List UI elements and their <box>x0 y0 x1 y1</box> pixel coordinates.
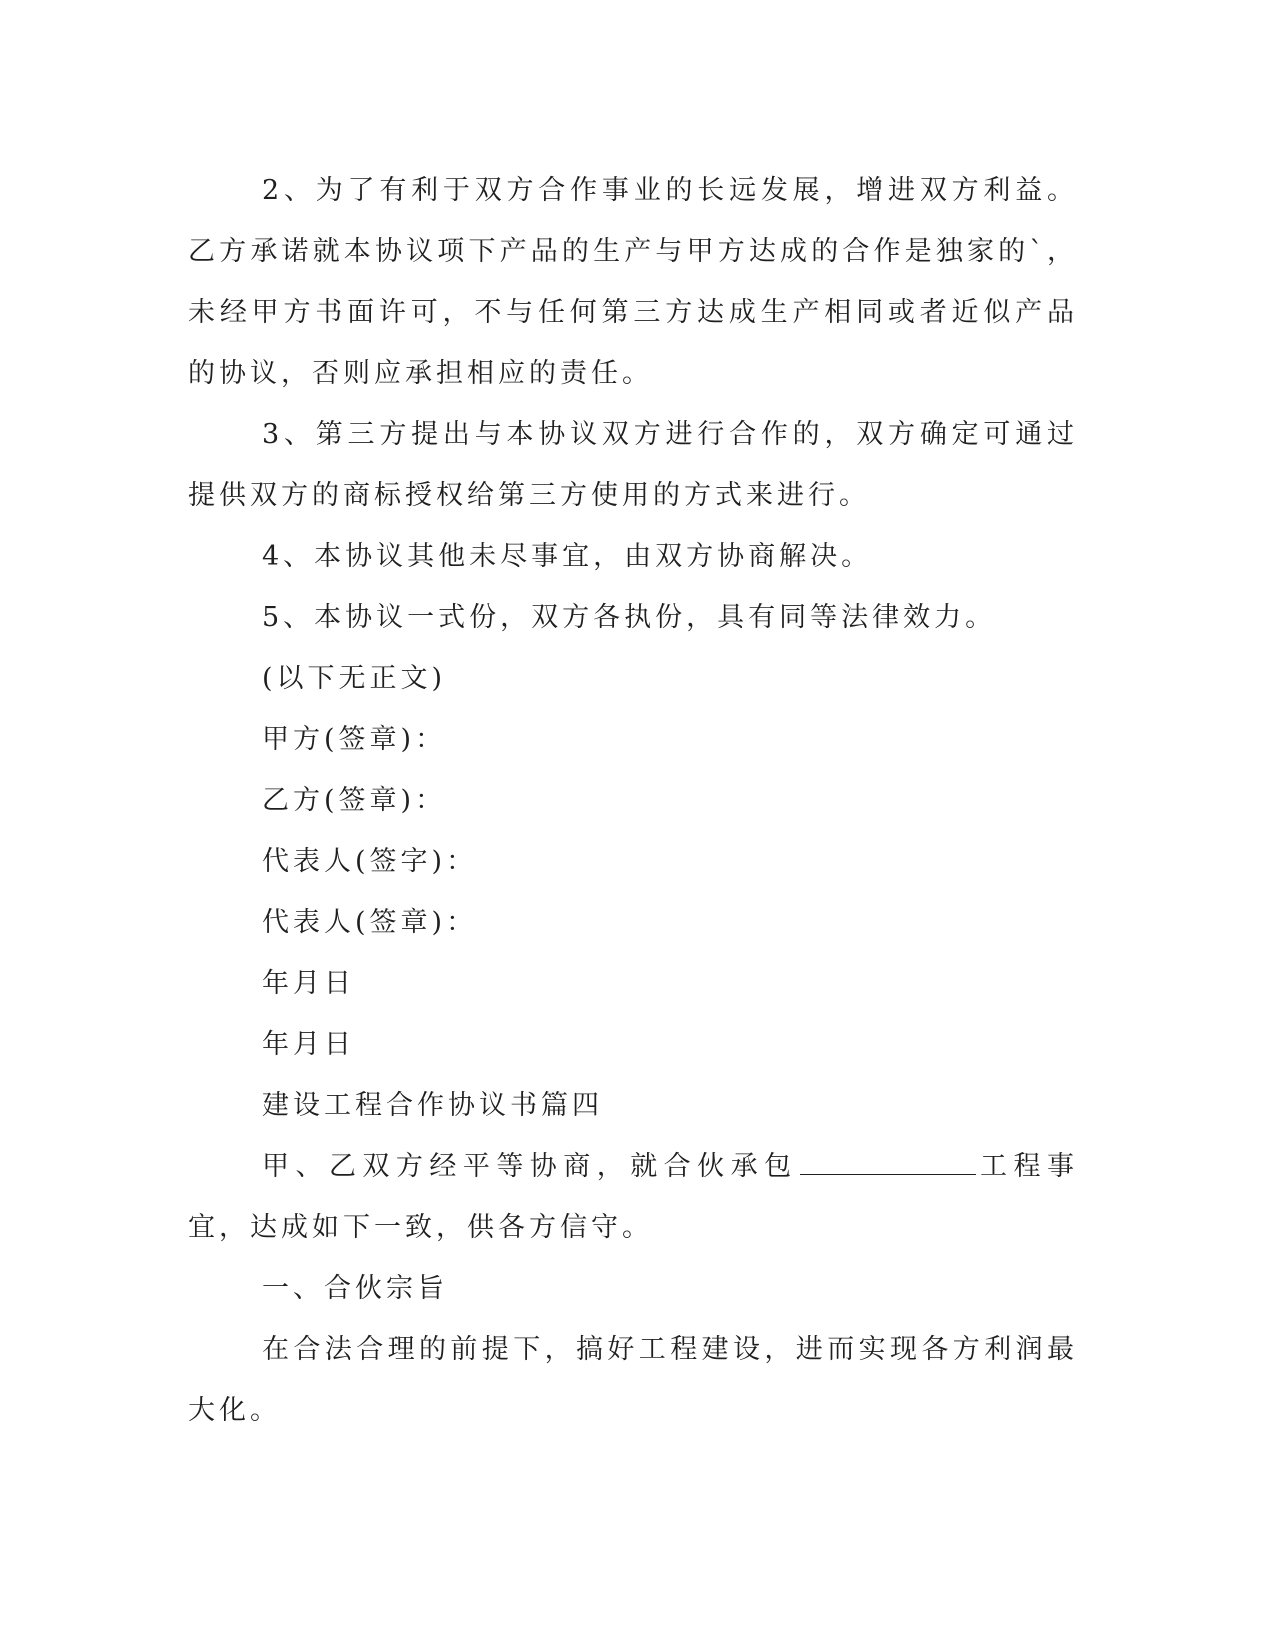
party-a-seal-line: 甲方(签章)： <box>262 724 447 755</box>
clause-3-paragraph: 3、第三方提出与本协议双方进行合作的，双方确定可通过提供双方的商标授权给第三方使用的方式来进行。 <box>188 419 1078 511</box>
representative-signature-line: 代表人(签字)： <box>262 846 478 877</box>
clause-5-paragraph: 5、本协议一式份，双方各执份，具有同等法律效力。 <box>262 602 997 633</box>
document-body <box>188 160 1078 1441</box>
representative-seal-line: 代表人(签章)： <box>262 907 478 938</box>
date-line-2: 年月日 <box>262 1029 355 1060</box>
party-b-seal-line: 乙方(签章)： <box>262 785 447 816</box>
date-line-1: 年月日 <box>262 968 355 999</box>
partnership-purpose-paragraph: 在合法合理的前提下，搞好工程建设，进而实现各方利润最大化。 <box>188 1334 1078 1426</box>
project-name-blank <box>800 1148 976 1175</box>
partnership-purpose-heading: 一、合伙宗旨 <box>262 1273 448 1304</box>
section-heading: 建设工程合作协议书篇四 <box>262 1090 603 1121</box>
intro-text-before: 甲、乙双方经平等协商，就合伙承包 <box>262 1151 798 1182</box>
clause-2-paragraph: 2、为了有利于双方合作事业的长远发展，增进双方利益。乙方承诺就本协议项下产品的生产与甲方达成的合作是独家的`，未经甲方书面许可，不与任何第三方达成生产相同或者近似产品的协议，否则应承担相应的责任。 <box>188 175 1078 389</box>
clause-4-paragraph: 4、本协议其他未尽事宜，由双方协商解决。 <box>262 541 873 572</box>
intro-paragraph <box>188 1136 1078 1258</box>
intro-text-after: 工程事宜，达成如下一致，供各方信守。 <box>188 1151 1078 1243</box>
no-further-text-note: (以下无正文) <box>262 663 447 694</box>
